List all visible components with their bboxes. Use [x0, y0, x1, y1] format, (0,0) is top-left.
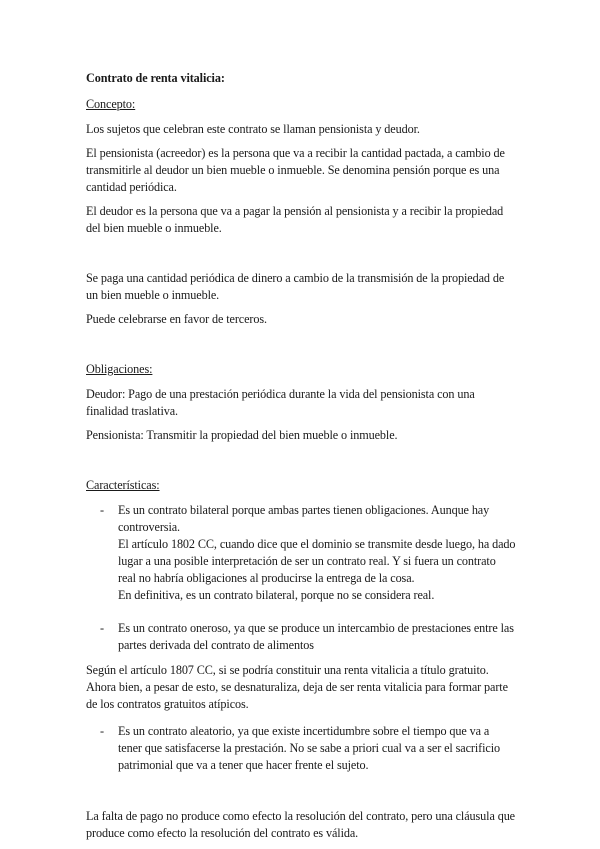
list-item-text: Es un contrato oneroso, ya que se produce un intercambio de prestaciones entre las partes derivada del contrato de alimentos [118, 621, 514, 652]
spacer [86, 335, 516, 361]
paragraph: Según el artículo 1807 CC, si se podría constituir una renta vitalicia a título gratuito. Ahora bien, a pesar de esto, se desnaturaliza, deja de ser renta vitalicia para formar parte de los contratos gratuitos atípicos. [86, 663, 508, 711]
list-item-text: Es un contrato aleatorio, ya que existe incertidumbre sobre el tiempo que va a tener que satisfacerse la prestación. No se sabe a priori cual va a ser el sacrificio patrimonial que va a tener que hacer frente el sujeto. [118, 724, 500, 772]
list-item [86, 723, 516, 774]
bullet-list [86, 723, 516, 774]
spacer [86, 451, 516, 477]
paragraph: El pensionista (acreedor) es la persona que va a recibir la cantidad pactada, a cambio de transmitirle al deudor un bien mueble o inmueble. Se denomina pensión porque es una cantidad periódica. [86, 146, 505, 194]
paragraph: Los sujetos que celebran este contrato se llaman pensionista y deudor. [86, 122, 420, 136]
bullet-marker: - [100, 503, 104, 517]
paragraph: Se paga una cantidad periódica de dinero a cambio de la transmisión de la propiedad de un bien mueble o inmueble. [86, 271, 505, 302]
paragraph: Deudor: Pago de una prestación periódica durante la vida del pensionista con una finalidad traslativa. [86, 387, 475, 418]
paragraph: Puede celebrarse en favor de terceros. [86, 312, 267, 326]
spacer [86, 790, 516, 808]
heading-obligaciones: Obligaciones: [86, 362, 153, 376]
paragraph: La falta de pago no produce como efecto la resolución del contrato, pero una cláusula que produce como efecto la resolución del contrato es válida. [86, 809, 515, 840]
paragraph: El deudor es la persona que va a pagar la pensión al pensionista y a recibir la propiedad del bien mueble o inmueble. [86, 204, 504, 235]
list-item [86, 620, 516, 654]
heading-caracteristicas: Características: [86, 478, 160, 492]
list-item-text: Es un contrato bilateral porque ambas partes tienen obligaciones. Aunque hay controversia. [118, 503, 490, 534]
list-item [86, 502, 516, 604]
bullet-marker: - [100, 724, 104, 738]
list-item-text: En definitiva, es un contrato bilateral, porque no se considera real. [118, 588, 435, 602]
bullet-marker: - [100, 621, 104, 635]
document-title: Contrato de renta vitalicia: [86, 71, 225, 85]
list-item-text: El artículo 1802 CC, cuando dice que el dominio se transmite desde luego, ha dado lugar a una posible interpretación de ser un contrato real. Y si fuera un contrato real no habría obligaciones al producirse la entrega de la cosa. [118, 537, 516, 585]
spacer [86, 244, 516, 270]
paragraph: Pensionista: Transmitir la propiedad del bien mueble o inmueble. [86, 428, 398, 442]
bullet-list [86, 502, 516, 654]
heading-concepto: Concepto: [86, 97, 136, 111]
document-body [86, 70, 516, 849]
